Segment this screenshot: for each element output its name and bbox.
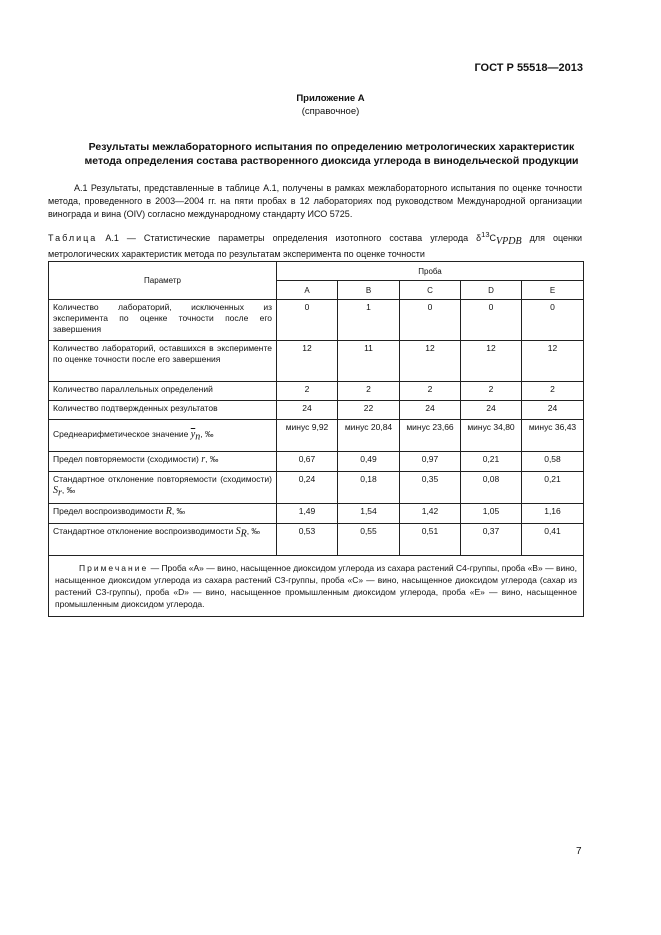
cell-value: 1,16 (522, 504, 584, 524)
column-header: В (338, 281, 400, 300)
cell-value: 12 (522, 341, 584, 382)
cell-value: 0 (400, 300, 461, 341)
table-caption-sup: 13 (481, 230, 490, 239)
row-label-text: Предел воспроизводимости (53, 506, 166, 516)
cell-value: 2 (461, 382, 522, 401)
document-title-line-2: метода определения состава растворенного диоксида углерода в винодельческой продукции (84, 155, 579, 167)
table-caption-sub: VPDB (496, 235, 522, 247)
row-label-unit: , ‰ (246, 526, 260, 536)
cell-value: 0,51 (400, 524, 461, 556)
cell-value: минус 36,43 (522, 420, 584, 452)
table-row (49, 420, 584, 452)
cell-value: 0,53 (277, 524, 338, 556)
table-row (49, 382, 584, 401)
row-label-text: Стандартное отклонение воспроизводимости (53, 526, 236, 536)
column-header: С (400, 281, 461, 300)
cell-value: 12 (400, 341, 461, 382)
appendix-heading (0, 92, 661, 118)
row-label-unit: , ‰ (200, 428, 214, 439)
table-row (49, 452, 584, 472)
cell-value: 0 (522, 300, 584, 341)
reproducibility-symbol: R (165, 506, 172, 517)
row-label (49, 452, 277, 472)
cell-value: 0,18 (338, 472, 400, 504)
cell-value: 0,41 (522, 524, 584, 556)
row-label: Количество лабораторий, оставшихся в эксперименте по оценке точности после его завершения (49, 341, 277, 382)
table-caption-mid: C (489, 233, 496, 243)
param-header: Параметр (49, 262, 277, 300)
cell-value: 2 (522, 382, 584, 401)
row-label-unit: , ‰ (205, 454, 219, 464)
mean-subscript: п (195, 431, 201, 443)
cell-value: 0,58 (522, 452, 584, 472)
table-caption-text-after: для оценки метрологических характеристик метода по результатам эксперимента по оценке точности (48, 233, 582, 259)
cell-value: 1,05 (461, 504, 522, 524)
row-label-text: Предел повторяемости (сходимости) (53, 454, 202, 464)
cell-value: 0,37 (461, 524, 522, 556)
statistics-table (48, 261, 584, 617)
cell-value: минус 9,92 (277, 420, 338, 452)
row-label-unit: , ‰ (61, 485, 76, 495)
cell-value: 2 (400, 382, 461, 401)
cell-value: 0,21 (461, 452, 522, 472)
appendix-title: Приложение А (296, 93, 365, 104)
note-label: Примечание (79, 563, 149, 573)
row-label-unit: , ‰ (171, 506, 186, 516)
cell-value: 2 (277, 382, 338, 401)
sample-header: Проба (277, 262, 584, 281)
column-header: D (461, 281, 522, 300)
cell-value: 0,67 (277, 452, 338, 472)
row-label: Количество лабораторий, исключенных из эксперимента по оценке точности после его завершения (49, 300, 277, 341)
cell-value: 0,97 (400, 452, 461, 472)
cell-value: 11 (338, 341, 400, 382)
row-label (49, 524, 277, 556)
cell-value: 0,35 (400, 472, 461, 504)
table-caption (48, 228, 582, 261)
table-row (49, 504, 584, 524)
mean-symbol: $\overline{y}$ (190, 428, 196, 440)
cell-value: 0 (461, 300, 522, 341)
cell-value: 0,24 (277, 472, 338, 504)
table-row (49, 341, 584, 382)
cell-value: минус 34,80 (461, 420, 522, 452)
cell-value: 12 (461, 341, 522, 382)
document-title-line-1: Результаты межлабораторного испытания по определению метрологических характеристик (88, 141, 575, 153)
appendix-subtitle: (справочное) (301, 106, 360, 117)
cell-value: 0 (277, 300, 338, 341)
table-row (49, 300, 584, 341)
note-text: — Проба «А» — вино, насыщенное диоксидом углерода из сахара растений С4-группы, проба «В» — вино, насыщенное диоксидом углерода из сахара растений С3-группы, проба «С» — вино, насыщенное диоксидом углерода (сахар из растений С3-группы), проба «D» — вино, насыщенное промышленным диоксидом углерода, проба «Е» — вино, насыщенное промышленным диоксидом углерода. (55, 563, 577, 609)
row-label: Количество параллельных определений (49, 382, 277, 401)
cell-value: 24 (277, 401, 338, 420)
table-caption-label: Таблица (48, 233, 98, 243)
cell-value: 24 (461, 401, 522, 420)
standard-code: ГОСТ Р 55518—2013 (474, 62, 583, 74)
cell-value: 0,55 (338, 524, 400, 556)
column-header: А (277, 281, 338, 300)
cell-value: 1,49 (277, 504, 338, 524)
sd-symbol: S (53, 485, 58, 496)
table-row (49, 401, 584, 420)
cell-value: 12 (277, 341, 338, 382)
table-note (49, 556, 584, 617)
document-title (48, 140, 615, 168)
cell-value: минус 20,84 (338, 420, 400, 452)
table-row (49, 524, 584, 556)
cell-value: 0,21 (522, 472, 584, 504)
intro-paragraph (48, 182, 582, 221)
row-label (49, 472, 277, 504)
cell-value: 1,54 (338, 504, 400, 524)
cell-value: 22 (338, 401, 400, 420)
row-label (49, 420, 277, 452)
cell-value: 0,49 (338, 452, 400, 472)
sd-subscript: R (240, 528, 247, 540)
cell-value: 24 (400, 401, 461, 420)
row-label: Количество подтвержденных результатов (49, 401, 277, 420)
cell-value: 1 (338, 300, 400, 341)
row-label (49, 504, 277, 524)
column-header: E (522, 281, 584, 300)
cell-value: минус 23,66 (400, 420, 461, 452)
row-label-text: Стандартное отклонение повторяемости (сходимости) (53, 474, 272, 484)
cell-value: 1,42 (400, 504, 461, 524)
table-note-row (49, 556, 584, 617)
cell-value: 24 (522, 401, 584, 420)
cell-value: 2 (338, 382, 400, 401)
table-caption-text: А.1 — Статистические параметры определения изотопного состава углерода δ (105, 233, 482, 243)
table-row (49, 472, 584, 504)
repeatability-symbol: r (201, 454, 206, 465)
intro-paragraph-text: А.1 Результаты, представленные в таблице А.1, получены в рамках межлабораторного испытания по оценке точности метода, проведенного в 2003—2004 гг. на пяти пробах в 12 лабораториях под руководством Международной организации винограда и вина (OIV) согласно международному стандарту ИСО 5725. (48, 183, 582, 219)
cell-value: 0,08 (461, 472, 522, 504)
sd-subscript: r (58, 487, 62, 499)
row-label-text: Среднеарифметическое значение (53, 428, 191, 439)
sd-symbol: S (235, 526, 241, 537)
page-number: 7 (576, 846, 582, 857)
